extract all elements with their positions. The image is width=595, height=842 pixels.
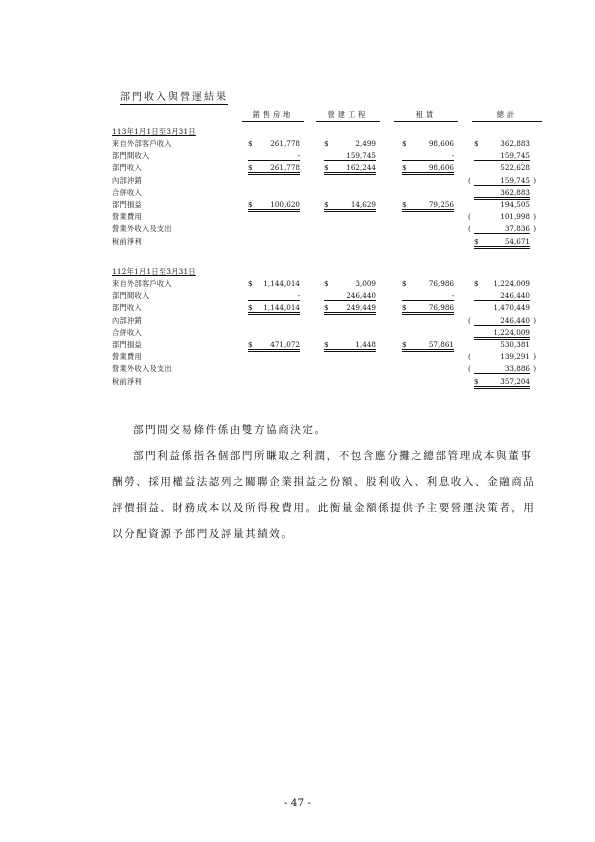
table-row	[112, 302, 542, 313]
table-cell	[468, 175, 536, 186]
currency-symbol: $	[324, 340, 329, 349]
row-label: 部門損益	[112, 200, 142, 209]
table-row	[112, 351, 542, 362]
table-row	[112, 175, 542, 186]
column-header-construction: 營建工程	[316, 110, 380, 122]
table-cell	[474, 199, 530, 209]
table-cell	[324, 327, 376, 337]
table-row	[112, 315, 542, 326]
column-header-sales: 銷售房地	[242, 110, 304, 122]
table-cell	[248, 211, 300, 221]
table-cell	[402, 363, 454, 373]
cell-value: 159,745	[346, 151, 376, 161]
cell-value: 33,886	[504, 364, 530, 374]
table-cell	[248, 315, 300, 325]
page-number: - 47 -	[283, 797, 312, 809]
currency-symbol: $	[474, 376, 479, 386]
table-cell	[402, 187, 454, 197]
currency-symbol: $	[324, 303, 329, 313]
cell-value: 1,224,009	[493, 327, 530, 337]
table-row	[112, 376, 542, 387]
table-cell	[248, 223, 300, 233]
table-cell	[402, 315, 454, 325]
row-label: 合併收入	[112, 187, 142, 197]
table-row	[112, 278, 542, 289]
currency-symbol: $	[474, 279, 479, 288]
row-label: 內部沖銷	[112, 315, 142, 325]
column-header-lease: 租賃	[394, 110, 458, 122]
currency-symbol: $	[402, 340, 407, 349]
table-cell	[474, 278, 530, 288]
table-cell	[402, 223, 454, 233]
currency-symbol: $	[248, 139, 253, 148]
period-header	[112, 266, 542, 277]
paren-open: (	[468, 212, 471, 222]
table-cell	[248, 302, 300, 315]
currency-symbol: $	[402, 303, 407, 313]
table-cell	[324, 223, 376, 233]
paren-close: )	[533, 352, 536, 362]
cell-value: 2,499	[355, 139, 376, 148]
row-label: 營業外收入及支出	[112, 224, 172, 234]
cell-value: 362,883	[500, 139, 530, 148]
row-label: 部門間收入	[112, 291, 150, 301]
table-row	[112, 236, 542, 247]
table-cell	[324, 290, 376, 301]
table-cell	[324, 138, 376, 148]
cell-value: 14,629	[350, 200, 376, 209]
cell-value: 57,861	[428, 340, 454, 349]
table-cell	[402, 150, 454, 161]
paren-open: (	[468, 352, 471, 362]
currency-symbol: $	[248, 163, 253, 173]
row-label: 部門收入	[112, 303, 142, 313]
table-cell	[324, 302, 376, 315]
currency-symbol: $	[324, 200, 329, 209]
table-row	[112, 327, 542, 338]
cell-value: 159,745	[500, 151, 530, 161]
table-row	[112, 187, 542, 198]
table-row	[112, 339, 542, 350]
table-row	[112, 223, 542, 234]
cell-value: -	[297, 291, 300, 301]
table-cell	[248, 278, 300, 288]
table-cell	[324, 187, 376, 197]
table-cell	[324, 278, 376, 288]
row-label: 營業費用	[112, 212, 142, 222]
cell-value: 139,291	[500, 352, 530, 362]
table-cell	[402, 376, 454, 386]
cell-value: 3,009	[355, 279, 376, 288]
cell-value: 98,606	[428, 139, 454, 148]
cell-value: 246,440	[500, 315, 530, 325]
cell-value: 249,449	[346, 303, 376, 313]
table-cell	[402, 327, 454, 337]
paragraph-transfer-pricing: 部門間交易條件係由雙方協商決定。	[133, 424, 327, 436]
table-cell	[402, 211, 454, 221]
cell-value: 76,986	[428, 303, 454, 313]
table-cell	[468, 315, 536, 326]
row-label: 合併收入	[112, 327, 142, 337]
table-cell	[468, 351, 536, 362]
table-cell	[468, 223, 536, 234]
table-cell	[474, 187, 530, 200]
table-cell	[248, 175, 300, 185]
currency-symbol: $	[324, 279, 329, 288]
table-row	[112, 211, 542, 222]
table-cell	[248, 339, 300, 352]
cell-value: 37,836	[504, 224, 530, 234]
table-cell	[324, 315, 376, 325]
table-row	[112, 138, 542, 149]
table-cell	[402, 138, 454, 148]
paren-close: )	[533, 175, 536, 185]
table-cell	[474, 290, 530, 301]
cell-value: 162,244	[346, 163, 376, 173]
currency-symbol: $	[402, 279, 407, 288]
currency-symbol: $	[474, 236, 479, 246]
paragraph-segment-profit: 部門利益係指各個部門所賺取之利潤，不包含應分攤之總部管理成本與董事酬勞、採用權益法認列之關聯企業損益之份額、股利收入、利息收入、金融商品評價損益、財務成本以及所得稅費用。此衡量金額係提供予主要營運決策者，用以分配資源予部門及評量其績效。	[112, 450, 536, 540]
table-cell	[474, 302, 530, 312]
table-cell	[474, 150, 530, 161]
table-cell	[474, 327, 530, 340]
table-cell	[324, 376, 376, 386]
period-label: 113年1月1日至3月31日	[112, 127, 196, 136]
currency-symbol: $	[402, 200, 407, 209]
table-cell	[474, 162, 530, 172]
table-cell	[468, 211, 536, 222]
paren-open: (	[468, 364, 471, 374]
table-cell	[248, 327, 300, 337]
currency-symbol: $	[248, 303, 253, 313]
cell-value: 100,620	[270, 200, 300, 209]
table-cell	[402, 175, 454, 185]
table-cell	[474, 339, 530, 349]
currency-symbol: $	[248, 200, 253, 209]
currency-symbol: $	[402, 139, 407, 148]
table-row	[112, 162, 542, 173]
table-cell	[402, 278, 454, 288]
cell-value: 1,144,014	[263, 303, 300, 313]
table-cell	[324, 211, 376, 221]
row-label: 稅前淨利	[112, 376, 142, 386]
paren-close: )	[533, 364, 536, 374]
cell-value: 357,204	[500, 376, 530, 386]
table-cell	[248, 150, 300, 161]
table-cell	[248, 187, 300, 197]
cell-value: 530,381	[500, 340, 530, 349]
cell-value: -	[297, 151, 300, 161]
cell-value: 261,778	[270, 139, 300, 148]
cell-value: 261,778	[270, 163, 300, 173]
column-header-total: 總計	[472, 110, 542, 122]
table-cell	[474, 138, 530, 148]
paren-close: )	[533, 224, 536, 234]
cell-value: -	[451, 291, 454, 301]
table-cell	[402, 290, 454, 301]
table-cell	[324, 339, 376, 352]
table-row	[112, 363, 542, 374]
row-label: 來自外部客戶收入	[112, 279, 172, 288]
paren-close: )	[533, 212, 536, 222]
cell-value: 1,144,014	[263, 279, 300, 288]
table-cell	[324, 150, 376, 161]
table-cell	[468, 363, 536, 374]
table-cell	[248, 199, 300, 212]
cell-value: 79,256	[428, 200, 454, 209]
table-row	[112, 199, 542, 210]
table-cell	[474, 236, 530, 249]
cell-value: 98,606	[428, 163, 454, 173]
table-cell	[248, 162, 300, 175]
cell-value: 101,998	[500, 212, 530, 222]
table-cell	[474, 376, 530, 389]
cell-value: 246,440	[346, 291, 376, 301]
cell-value: 471,072	[270, 340, 300, 349]
table-cell	[248, 290, 300, 301]
row-label: 內部沖銷	[112, 175, 142, 185]
paren-open: (	[468, 224, 471, 234]
row-label: 稅前淨利	[112, 236, 142, 246]
table-cell	[402, 162, 454, 175]
currency-symbol: $	[248, 279, 253, 288]
section-title: 部門收入與營運結果	[120, 88, 228, 105]
currency-symbol: $	[324, 139, 329, 148]
table-cell	[402, 302, 454, 315]
table-cell	[248, 236, 300, 246]
cell-value: 246,440	[500, 291, 530, 301]
table-cell	[324, 199, 376, 212]
table-cell	[402, 339, 454, 352]
currency-symbol: $	[402, 163, 407, 173]
cell-value: 1,448	[355, 340, 376, 349]
paren-close: )	[533, 315, 536, 325]
period-header	[112, 126, 542, 137]
table-cell	[248, 363, 300, 373]
table-cell	[402, 199, 454, 212]
cell-value: 1,470,449	[493, 303, 530, 313]
cell-value: 1,224,009	[493, 279, 530, 288]
cell-value: -	[451, 151, 454, 161]
currency-symbol: $	[474, 139, 479, 148]
table-row	[112, 290, 542, 301]
cell-value: 76,986	[428, 279, 454, 288]
row-label: 營業外收入及支出	[112, 364, 172, 374]
row-label: 來自外部客戶收入	[112, 139, 172, 148]
table-cell	[248, 138, 300, 148]
table-cell	[324, 236, 376, 246]
table-cell	[248, 376, 300, 386]
table-cell	[324, 363, 376, 373]
row-label: 部門間收入	[112, 151, 150, 161]
table-cell	[402, 236, 454, 246]
table-cell	[402, 351, 454, 361]
paren-open: (	[468, 315, 471, 325]
cell-value: 362,883	[500, 187, 530, 197]
cell-value: 522,628	[500, 163, 530, 173]
cell-value: 194,505	[500, 200, 530, 209]
period-label: 112年1月1日至3月31日	[112, 267, 196, 276]
currency-symbol: $	[324, 163, 329, 173]
row-label: 營業費用	[112, 352, 142, 362]
table-cell	[248, 351, 300, 361]
table-cell	[324, 351, 376, 361]
currency-symbol: $	[248, 340, 253, 349]
table-row	[112, 150, 542, 161]
row-label: 部門損益	[112, 340, 142, 349]
table-cell	[324, 175, 376, 185]
row-label: 部門收入	[112, 163, 142, 173]
table-cell	[324, 162, 376, 175]
cell-value: 159,745	[500, 175, 530, 185]
cell-value: 54,671	[504, 236, 530, 246]
paren-open: (	[468, 175, 471, 185]
